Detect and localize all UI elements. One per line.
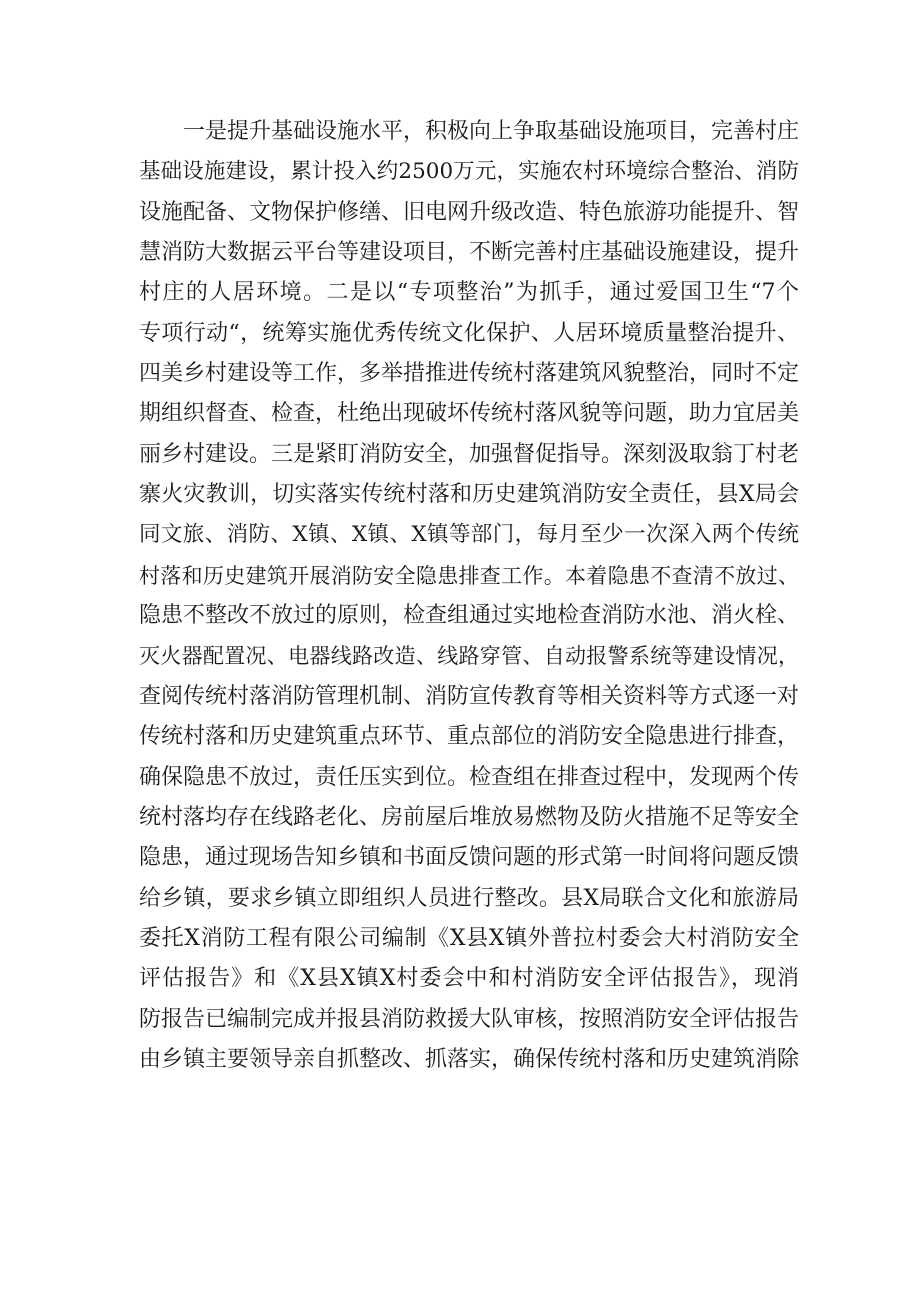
text-line: 防报告已编制完成并报县消防救援大队审核，按照消防安全评估报告 <box>139 1006 800 1032</box>
text-line: 一是提升基础设施水平，积极向上争取基础设施项目，完善村庄 <box>183 119 800 144</box>
text-line: 期组织督查、检查，杜绝出现破坏传统村落风貌等问题，助力宜居美 <box>139 401 800 427</box>
text-line: 统村落均存在线路老化、房前屋后堆放易燃物及防火措施不足等安全 <box>139 804 800 830</box>
text-line: 评估报告》和《X县X镇X村委会中和村消防安全评估报告》，现消 <box>139 966 799 992</box>
text-line: 给乡镇，要求乡镇立即组织人员进行整改。县X局联合文化和旅游局 <box>139 885 799 911</box>
body-paragraph <box>139 112 799 1080</box>
text-line: 确保隐患不放过，责任压实到位。检查组在排查过程中，发现两个传 <box>139 764 800 790</box>
text-line: 灭火器配置况、电器线路改造、线路穿管、自动报警系统等建设情况， <box>139 644 799 669</box>
text-line: 基础设施建设，累计投入约2500万元，实施农村环境综合整治、消防 <box>139 159 799 185</box>
text-line: 隐患，通过现场告知乡镇和书面反馈问题的形式第一时间将问题反馈 <box>139 845 800 871</box>
text-line: 传统村落和历史建筑重点环节、重点部位的消防安全隐患进行排查， <box>139 724 800 750</box>
text-line: 专项行动“，统筹实施优秀传统文化保护、人居环境质量整治提升、 <box>139 320 799 346</box>
text-line: 慧消防大数据云平台等建设项目，不断完善村庄基础设施建设，提升 <box>139 240 800 266</box>
text-line: 村庄的人居环境。二是以“专项整治”为抓手，通过爱国卫生“7个 <box>139 280 799 306</box>
text-line: 委托X消防工程有限公司编制《X县X镇外普拉村委会大村消防安全 <box>139 925 799 951</box>
text-line: 同文旅、消防、X镇、X镇、X镇等部门，每月至少一次深入两个传统 <box>139 522 799 548</box>
text-line: 隐患不整改不放过的原则，检查组通过实地检查消防水池、消火栓、 <box>139 603 800 629</box>
text-line: 查阅传统村落消防管理机制、消防宣传教育等相关资料等方式逐一对 <box>139 683 800 709</box>
text-line: 村落和历史建筑开展消防安全隐患排查工作。本着隐患不查清不放过、 <box>139 563 799 588</box>
text-line: 四美乡村建设等工作，多举措推进传统村落建筑风貌整治，同时不定 <box>139 361 800 387</box>
text-line: 由乡镇主要领导亲自抓整改、抓落实，确保传统村落和历史建筑消除 <box>139 1046 800 1072</box>
text-line: 丽乡村建设。三是紧盯消防安全，加强督促指导。深刻汲取翁丁村老 <box>139 441 800 467</box>
text-line: 寨火灾教训，切实落实传统村落和历史建筑消防安全责任，县X局会 <box>139 482 799 508</box>
text-line: 设施配备、文物保护修缮、旧电网升级改造、特色旅游功能提升、智 <box>139 199 800 225</box>
